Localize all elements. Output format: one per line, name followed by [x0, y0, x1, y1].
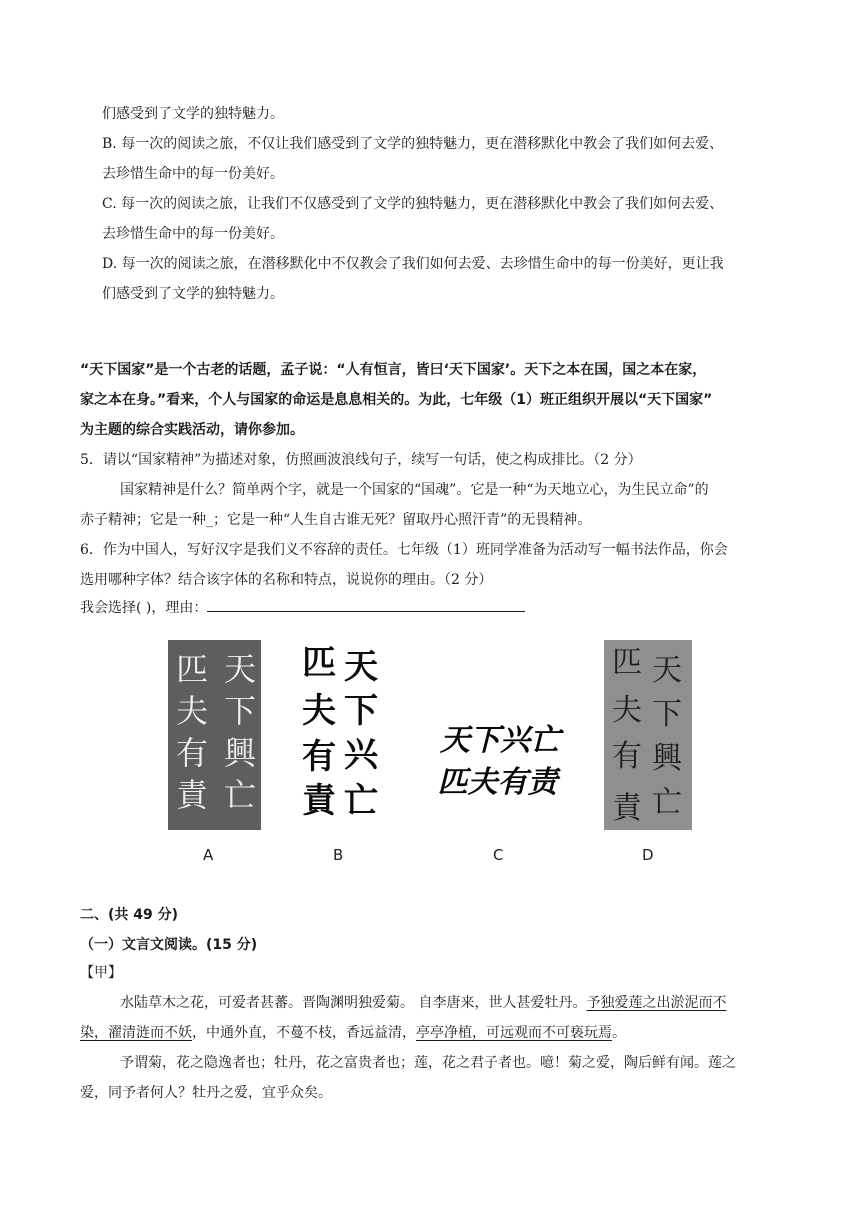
q5-passage-line2: 赤子精神；它是一种_；它是一种“人生自古谁无死？留取丹心照汗青”的无畏精神。 — [80, 512, 592, 528]
passage-text: 。 — [612, 1025, 626, 1041]
calligraphy-a-char: 責 — [176, 776, 209, 814]
calligraphy-image-a — [168, 640, 261, 830]
calligraphy-image-c — [434, 710, 564, 810]
option-b-line1: B. 每一次的阅读之旅，不仅让我们感受到了文学的独特魅力，更在潜移默化中教会了我们如何去爱、 — [102, 136, 724, 152]
underlined-text: 染，濯清涟而不妖 — [80, 1025, 192, 1041]
section2-sub1: （一）文言文阅读。(15 分) — [80, 937, 258, 953]
section2-heading: 二、(共 49 分) — [80, 907, 179, 923]
q5-passage-line1: 国家精神是什么？简单两个字，就是一个国家的“国魂”。它是一种“为天地立心，为生民立命”的 — [120, 482, 709, 498]
calligraphy-a-char: 有 — [176, 734, 209, 772]
option-a-tail: 们感受到了文学的独特魅力。 — [102, 106, 284, 122]
calligraphy-image-d — [604, 640, 692, 830]
calligraphy-d-right-col: 天 下 興 亡 — [652, 653, 682, 820]
calligraphy-c-line1: 天下兴亡 — [438, 723, 564, 758]
calligraphy-a-char: 匹 — [176, 650, 209, 688]
option-d-line2: 们感受到了文学的独特魅力。 — [102, 286, 284, 302]
passage-p2-line1: 予谓菊，花之隐逸者也；牡丹，花之富贵者也；莲，花之君子者也。噫！菊之爱，陶后鲜有闻。莲之 — [120, 1055, 736, 1071]
underlined-text: 予独爱莲之出淤泥而不 — [586, 995, 727, 1011]
calligraphy-d-left-col: 匹 夫 有 責 — [612, 645, 642, 826]
q5-stem: 5．请以“国家精神”为描述对象，仿照画波浪线句子，续写一句话，使之构成排比。（2 分） — [80, 452, 642, 468]
passage-text: ，中通外直，不蔓不枝，香远益清， — [192, 1025, 416, 1041]
q6-stem-line2: 选用哪种字体？结合该字体的名称和特点，说说你的理由。（2 分） — [80, 572, 493, 588]
passage-p2-line2: 爱，同予者何人？牡丹之爱，宜乎众矣。 — [80, 1085, 332, 1101]
option-d-line1: D. 每一次的阅读之旅，在潜移默化中不仅教会了我们如何去爱、去珍惜生命中的每一份美好，更让我 — [102, 256, 724, 272]
calligraphy-c-line2: 匹夫有责 — [435, 765, 564, 800]
q6-stem-line1: 6．作为中国人，写好汉字是我们义不容辞的责任。七年级（1）班同学准备为活动写一幅书法作品，你会 — [80, 542, 728, 558]
underlined-text: 亭亭净植，可远观而不可亵玩焉 — [416, 1025, 612, 1041]
passage-text: 水陆草木之花，可爱者甚蕃。晋陶渊明独爱菊。 自李唐来，世人甚爱牡丹。 — [120, 995, 587, 1011]
calligraphy-b-left-col: 匹 夫 有 責 — [302, 643, 336, 821]
intro-line2: 家之本在身。”看来，个人与国家的命运是息息相关的。为此，七年级（1）班正组织开展以“天下国家” — [80, 392, 713, 408]
caption-a: A — [203, 846, 214, 864]
option-c-line1: C. 每一次的阅读之旅，让我们不仅感受到了文学的独特魅力，更在潜移默化中教会了我们如何去爱、 — [102, 196, 724, 212]
passage-p1-line2 — [80, 1023, 626, 1043]
intro-line1: “天下国家”是一个古老的话题，孟子说：“人有恒言，皆曰‘天下国家’。天下之本在国，国之本在家， — [80, 362, 707, 378]
calligraphy-a-right-col — [224, 650, 261, 814]
passage-p1-line1 — [120, 993, 726, 1013]
q6-answer-line — [80, 597, 525, 618]
q6-answer-blank[interactable] — [207, 597, 525, 612]
calligraphy-a-char: 亡 — [224, 776, 257, 814]
intro-line3: 为主题的综合实践活动，请你参加。 — [80, 422, 304, 438]
caption-c: C — [493, 846, 504, 864]
caption-b: B — [333, 846, 344, 864]
calligraphy-b-right-col: 天 下 兴 亡 — [344, 647, 378, 821]
q6-answer-prefix: 我会选择( )，理由： — [80, 600, 208, 616]
option-c-line2: 去珍惜生命中的每一份美好。 — [102, 226, 284, 242]
calligraphy-a-left-col — [176, 650, 218, 814]
passage-jia-label: 【甲】 — [80, 965, 122, 981]
caption-d: D — [642, 846, 654, 864]
calligraphy-image-b — [298, 642, 388, 832]
option-b-line2: 去珍惜生命中的每一份美好。 — [102, 166, 284, 182]
calligraphy-a-char: 夫 — [176, 692, 209, 730]
calligraphy-a-char: 天 — [224, 650, 257, 688]
calligraphy-a-char: 下 — [224, 692, 257, 730]
calligraphy-a-char: 興 — [224, 734, 257, 772]
